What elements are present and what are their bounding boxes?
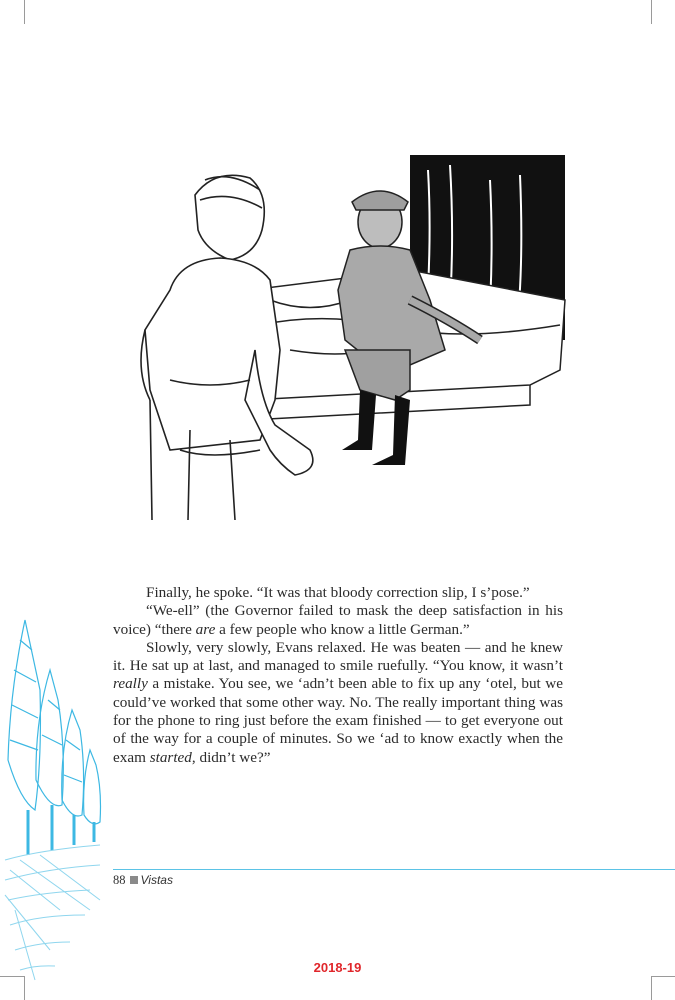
crop-mark-bottom-right-h xyxy=(651,976,675,977)
paragraph-3: Slowly, very slowly, Evans relaxed. He was beaten — and he knew it. He sat up at last, and managed to smile ruefully. “You know, it wasn’t really a mistake. You see, we ‘adn’t been able to fix up any ‘otel, but we could’ve worked that some other way. No. The really important thing was for the phone to ring just before the exam finished — to get everyone out of the way for a couple of minutes. So we ‘ad to know exactly when the exam started, didn’t we?” xyxy=(113,638,563,766)
trees-decoration xyxy=(0,610,110,1000)
crop-mark-top-right xyxy=(651,0,652,24)
crop-mark-top-left xyxy=(24,0,25,24)
story-illustration xyxy=(110,150,570,530)
series-name: Vistas xyxy=(140,873,173,887)
page-number: 88 xyxy=(113,873,126,887)
paragraph-1: Finally, he spoke. “It was that bloody correction slip, I s’pose.” xyxy=(146,584,530,601)
footer-square-icon xyxy=(130,876,138,884)
body-text xyxy=(113,584,563,767)
page-footer xyxy=(113,873,173,888)
year-label: 2018-19 xyxy=(313,960,362,975)
paragraph-2: “We-ell” (the Governor failed to mask the deep satisfaction in his voice) “there are a few people who know a little German.” xyxy=(113,602,563,638)
footer-rule xyxy=(113,869,675,870)
crop-mark-bottom-right-v xyxy=(651,976,652,1000)
